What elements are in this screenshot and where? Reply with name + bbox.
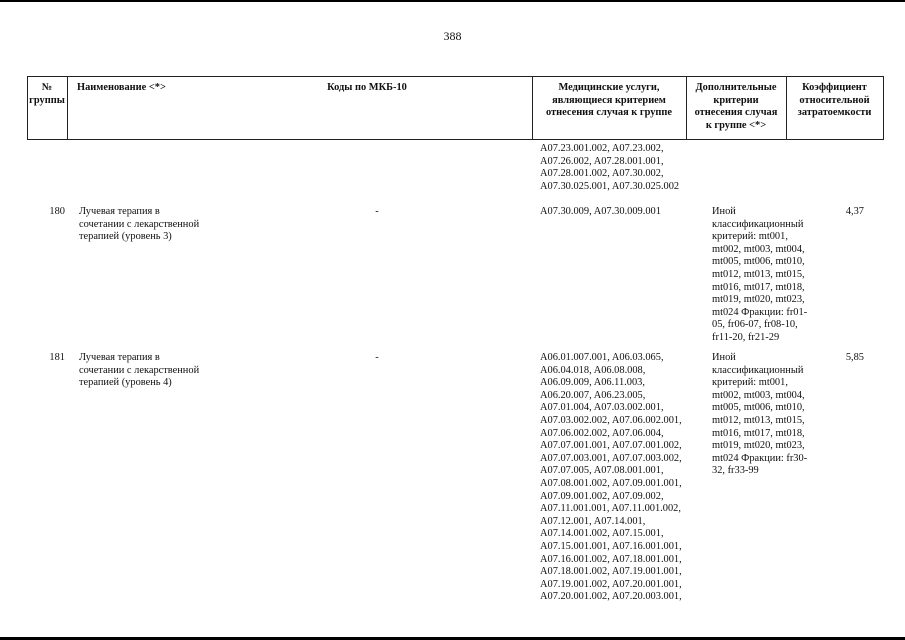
cost-coefficient: 5,85 xyxy=(845,352,864,363)
services-continuation: A07.23.001.002, A07.23.002, A07.26.002, A07.28.001.001, A07.28.001.002, A07.30.002, A07.30.025.001, A07.30.025.002 xyxy=(540,143,680,192)
header-name: Наименование <*> xyxy=(77,82,166,93)
header-medical-services: Медицинские услуги, являющиеся критерием отнесения случая к группе xyxy=(545,82,673,119)
mkb-codes: - xyxy=(375,206,379,217)
medical-services: A07.30.009, A07.30.009.001 xyxy=(540,206,661,217)
group-number: 181 xyxy=(49,352,65,363)
page-number: 388 xyxy=(443,29,462,43)
group-name: Лучевая терапия в сочетании с лекарственной терапией (уровень 3) xyxy=(79,206,200,243)
header-coefficient: Коэффициент относительной затратоемкости xyxy=(797,82,872,119)
cost-coefficient: 4,37 xyxy=(845,206,864,217)
additional-criteria: Иной классификационный критерий: mt001, mt002, mt003, mt004, mt005, mt006, mt010, mt012, mt013, mt015, mt016, mt017, mt018, mt019, mt020, mt023, mt024 Фракции: fr01- 05, fr06-07, fr08-10, fr11-20, fr21-29 xyxy=(712,206,808,343)
medical-services: A06.01.007.001, A06.03.065, A06.04.018, A06.08.008, A06.09.009, A06.11.003, A06.20.007, A06.23.005, A07.01.004, A07.03.002.001, A07.03.002.002, A07.06.002.001, A07.06.002.002, A07.06.004, A07.07.001.001, A07.07.001.002, A07.07.003.001, A07.07.003.002, A07.07.005, A07.08.001.001, A07.08.001.002, A07.09.001.001, A07.09.001.002, A07.09.002, A07.11.001.001, A07.11.001.002, A07.12.001, A07.14.001, A07.14.001.002, A07.15.001, A07.15.001.001, A07.16.001.001, A07.16.001.002, A07.18.001.001, A07.18.001.002, A07.19.001.001, A07.19.001.002, A07.20.001.001, A07.20.001.002, A07.20.003.001, xyxy=(540,352,682,603)
column-divider xyxy=(67,77,68,139)
group-name: Лучевая терапия в сочетании с лекарственной терапией (уровень 4) xyxy=(79,352,200,389)
header-additional-criteria: Дополнительные критерии отнесения случая к группе <*> xyxy=(694,82,778,131)
group-number: 180 xyxy=(49,206,65,217)
header-mkb-codes: Коды по МКБ-10 xyxy=(327,82,407,93)
column-divider xyxy=(883,77,884,139)
additional-criteria: Иной классификационный критерий: mt001, mt002, mt003, mt004, mt005, mt006, mt010, mt012, mt013, mt015, mt016, mt017, mt018, mt019, mt020, mt023, mt024 Фракции: fr30- 32, fr33-99 xyxy=(712,352,808,477)
mkb-codes: - xyxy=(375,352,379,363)
scan-edge-top xyxy=(0,0,905,2)
header-group-number: № группы xyxy=(29,82,65,106)
table-header xyxy=(27,76,884,140)
tariff-table xyxy=(27,76,884,640)
